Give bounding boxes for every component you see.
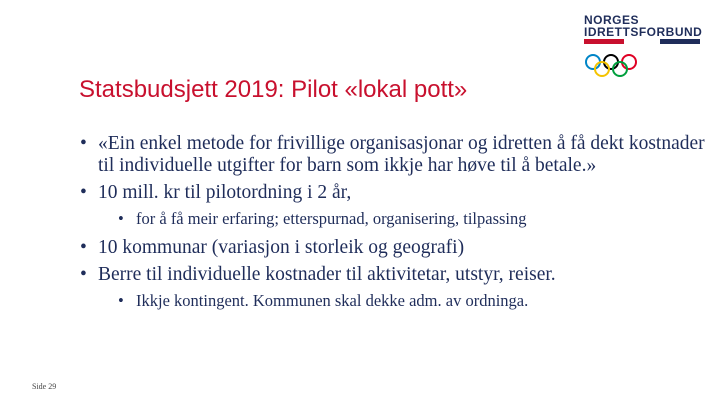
logo-text-norges: NORGES — [584, 13, 640, 27]
norges-idrettsforbund-logo — [584, 14, 704, 80]
slide-title: Statsbudsjett 2019: Pilot «lokal pott» — [79, 76, 468, 103]
flag-stripe-icon — [584, 39, 700, 44]
bullet-marker: • — [118, 209, 124, 228]
bullet-marker: • — [118, 291, 124, 310]
bullet-text: Berre til individuelle kostnader til aktivitetar, utstyr, reiser. — [98, 264, 556, 285]
bullet-marker: • — [80, 133, 87, 154]
bullet-marker: • — [80, 182, 87, 203]
olympic-rings-icon — [584, 53, 638, 79]
bullet-text: for å få meir erfaring; etterspurnad, organisering, tilpassing — [136, 209, 527, 228]
bullet-item — [76, 264, 708, 286]
bullet-text: «Ein enkel metode for frivillige organisasjonar og idretten å få dekt kostnader til individuelle utgifter for barn som ikkje har høve til å betale.» — [98, 133, 705, 176]
bullet-item — [76, 237, 708, 259]
bullet-marker: • — [80, 237, 87, 258]
sub-bullet-item — [114, 209, 708, 229]
bullet-list — [76, 133, 708, 319]
sub-bullet-item — [114, 291, 708, 311]
bullet-item — [76, 133, 708, 177]
bullet-text: 10 mill. kr til pilotordning i 2 år, — [98, 182, 352, 203]
logo-text-idrettsforbund: IDRETTSFORBUND — [584, 25, 703, 39]
bullet-marker: • — [80, 264, 87, 285]
bullet-item — [76, 182, 708, 204]
bullet-text: Ikkje kontingent. Kommunen skal dekke adm. av ordninga. — [136, 291, 529, 310]
page-number: Side 29 — [32, 382, 57, 391]
bullet-text: 10 kommunar (variasjon i storleik og geografi) — [98, 237, 465, 258]
